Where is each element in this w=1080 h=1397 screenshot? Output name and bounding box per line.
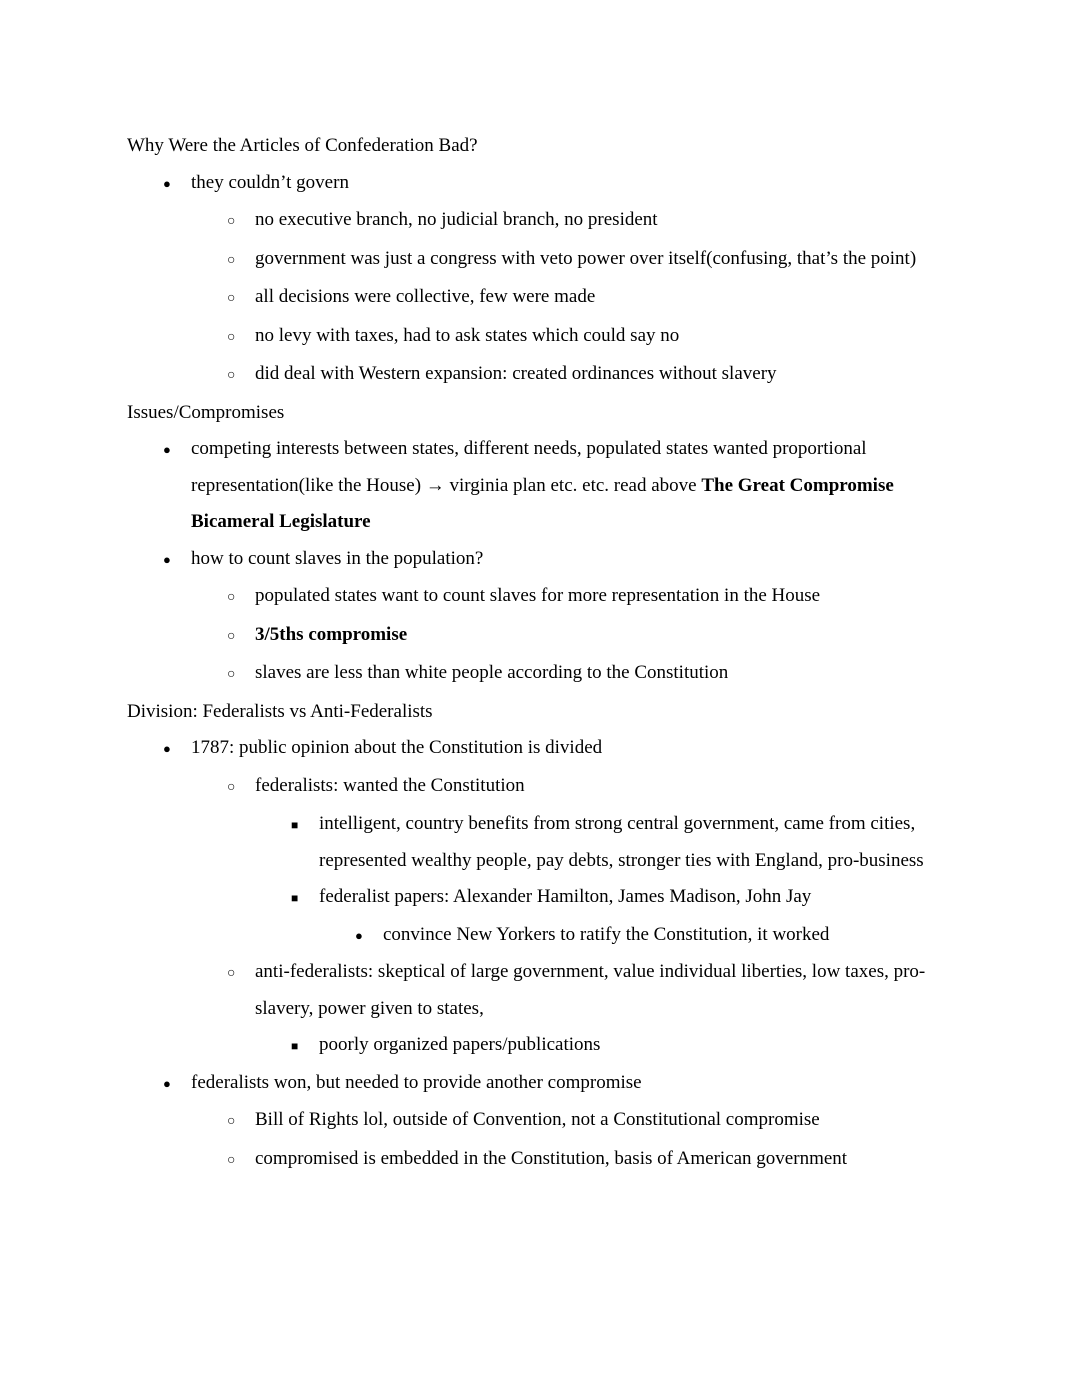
heading-issues-compromises [127,395,953,432]
bullet-circle-icon [227,202,255,241]
list-item [127,1065,953,1103]
bullet-disc-icon [163,165,191,203]
bullet-circle-icon [227,655,255,694]
bullet-circle-icon [227,1102,255,1141]
bullet-disc-icon [163,431,191,469]
list-item-text: no executive branch, no judicial branch, no president [255,209,658,230]
list-item [127,241,953,280]
bold-text: The Great Compromise Bicameral Legislature [191,474,894,532]
document-content [127,128,953,1179]
bullet-square-icon [291,1027,319,1065]
bullet-disc-icon [163,541,191,579]
list-item-text: federalist papers: Alexander Hamilton, James Madison, John Jay [319,886,812,907]
list-item-text: how to count slaves in the population? [191,547,484,569]
list-item [127,879,953,917]
bullet-circle-icon [227,1141,255,1180]
list-item [127,578,953,617]
bold-text: 3/5ths compromise [255,623,408,645]
list-item [127,318,953,357]
list-item-text: federalists: wanted the Constitution [255,774,525,796]
list-item [127,165,953,203]
list-item [127,1027,953,1065]
bullet-disc-icon [163,730,191,768]
bullet-circle-icon [227,318,255,357]
heading-articles-of-confederation [127,128,953,165]
bullet-circle-icon [227,356,255,395]
list-item-text: intelligent, country benefits from strong central government, came from cities, represented wealthy people, pay debts, stronger ties with England, pro-business [319,813,924,871]
list-item [127,279,953,318]
heading-text: Why Were the Articles of Confederation Bad? [127,135,478,156]
heading-federalists-vs-anti-federalists [127,694,953,731]
list-item-text: slaves are less than white people according to the Constitution [255,662,729,683]
list-item-text [255,617,953,654]
list-item [127,730,953,768]
list-item [127,202,953,241]
list-item-text: anti-federalists: skeptical of large government, value individual liberties, low taxes, pro-slavery, power given to states, [255,961,926,1019]
bullet-circle-icon [227,279,255,318]
list-item-text: 1787: public opinion about the Constitution is divided [191,737,603,758]
list-item [127,431,953,541]
list-item [127,1102,953,1141]
list-item-text: no levy with taxes, had to ask states which could say no [255,324,680,346]
list-item-text: government was just a congress with veto power over itself(confusing, that’s the point) [255,247,917,269]
list-item-text: populated states want to count slaves for more representation in the House [255,585,821,606]
list-item [127,541,953,579]
list-item-text: competing interests between states, different needs, populated states wanted proportional representation(like the House) → virginia plan etc. etc. read above The Great Compromise Bicameral Legislature [191,438,894,532]
list-item-text: did deal with Western expansion: created ordinances without slavery [255,363,777,384]
list-item [127,655,953,694]
bullet-disc-icon [163,1065,191,1103]
list-item [127,356,953,395]
bullet-circle-icon [227,617,255,656]
bullet-square-icon [291,806,319,844]
list-item [127,1141,953,1180]
list-item-text: they couldn’t govern [191,171,349,193]
bullet-square-icon [291,879,319,917]
bullet-circle-icon [227,768,255,807]
list-item [127,768,953,807]
heading-text: Division: Federalists vs Anti-Federalists [127,700,433,722]
list-item [127,806,953,879]
list-item [127,917,953,955]
list-item [127,954,953,1027]
bullet-circle-icon [227,241,255,280]
bullet-circle-icon [227,578,255,617]
heading-text: Issues/Compromises [127,401,285,423]
list-item-text: convince New Yorkers to ratify the Constitution, it worked [383,923,830,945]
list-item-text: all decisions were collective, few were made [255,286,596,307]
list-item-text: compromised is embedded in the Constitution, basis of American government [255,1147,848,1169]
list-item-text: federalists won, but needed to provide another compromise [191,1071,642,1093]
list-item [127,617,953,656]
bullet-circle-icon [227,954,255,993]
bullet-disc-icon [355,917,383,955]
list-item-text: Bill of Rights lol, outside of Convention, not a Constitutional compromise [255,1109,820,1130]
list-item-text: poorly organized papers/publications [319,1034,601,1055]
